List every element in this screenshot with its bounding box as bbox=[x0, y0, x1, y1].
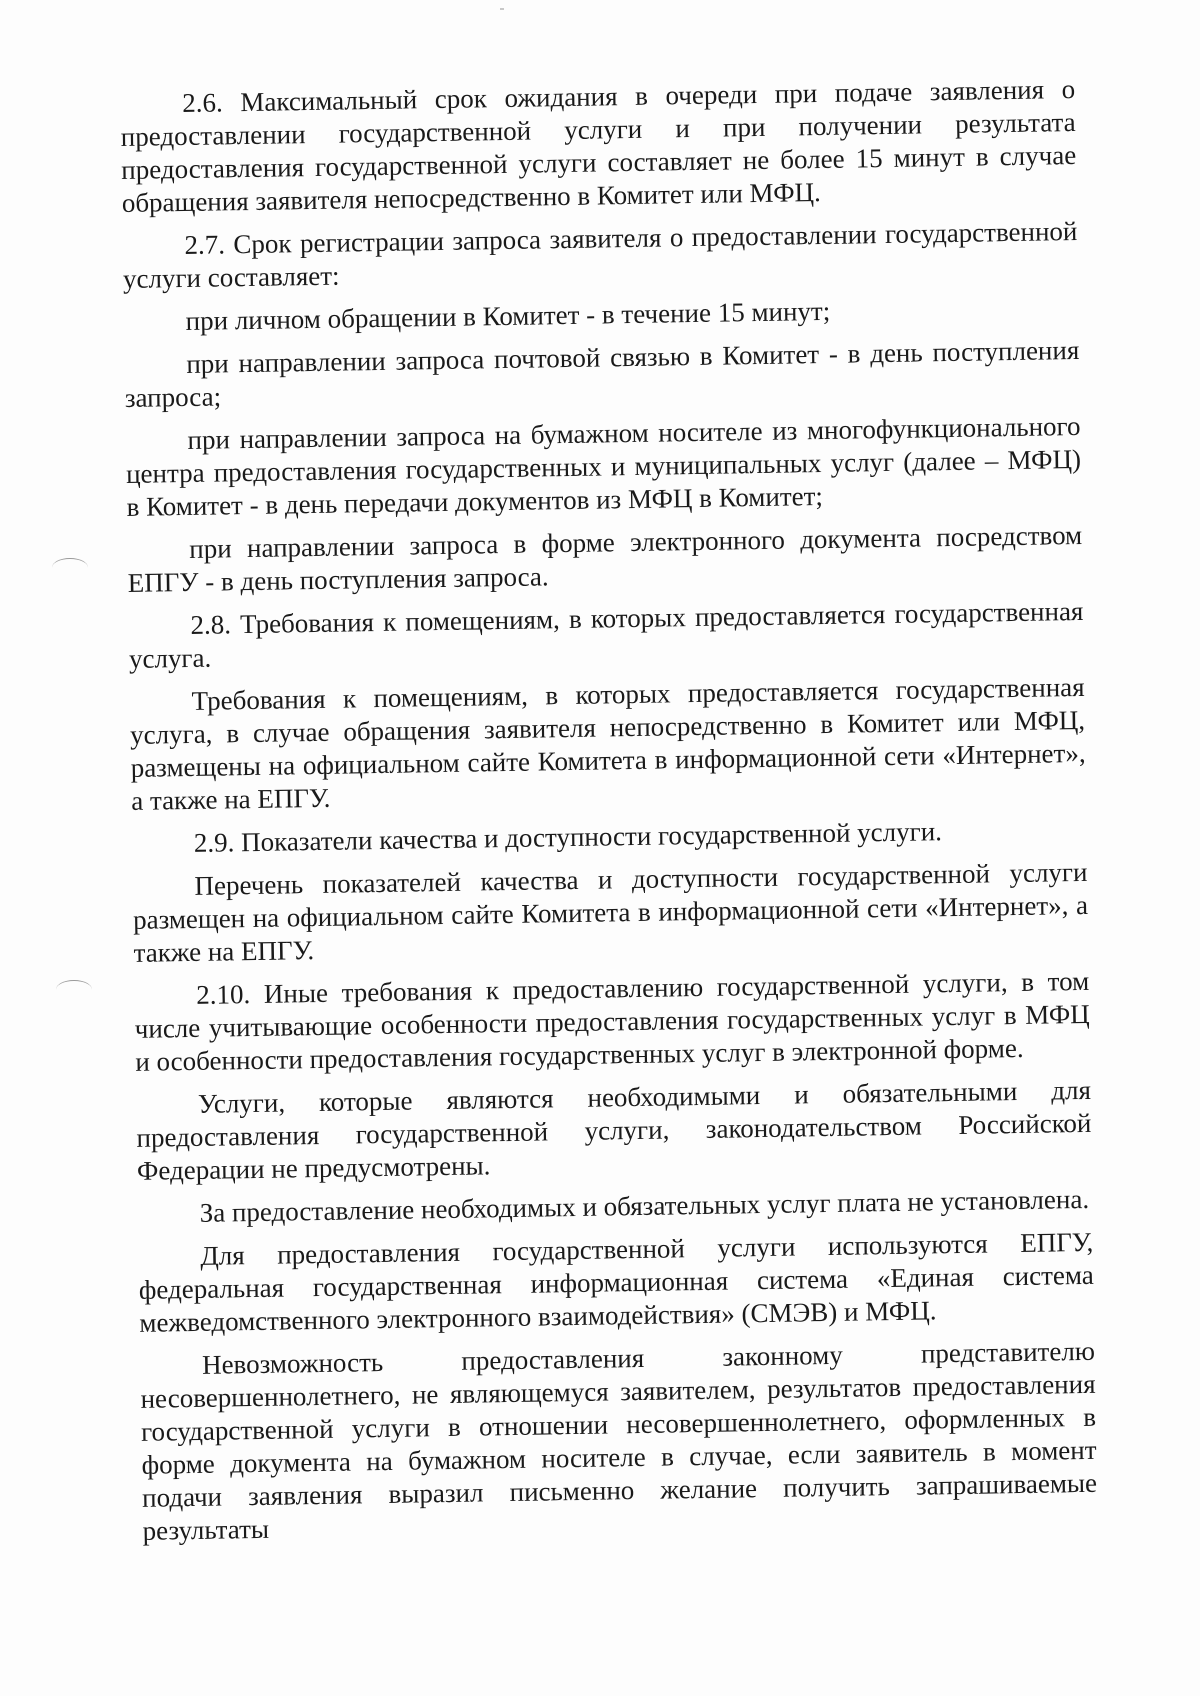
paragraph-2-6: 2.6. Максимальный срок ожидания в очереди при подаче заявления о предоставлении государственной услуги и при получении результата предоставления государственной услуги составляет не более 15 минут в случае обращения заявителя непосредственно в Комитет или МФЦ. bbox=[120, 73, 1077, 218]
punch-hole-mark bbox=[52, 558, 88, 577]
paragraph-personal-visit: при личном обращении в Комитет - в течение 15 минут; bbox=[185, 295, 831, 336]
paragraph-2-8: 2.8. Требования к помещениям, в которых предоставляется государственная услуга. bbox=[128, 595, 1084, 674]
paragraph-fee: За предоставление необходимых и обязательных услуг плата не установлена. bbox=[199, 1183, 1090, 1228]
paragraph-mandatory-services: Услуги, которые являются необходимыми и обязательными для предоставления государственной услуги, законодательством Российской Федерации не предусмотрены. bbox=[136, 1074, 1092, 1186]
paragraph-postal: при направлении запроса почтовой связью в Комитет - в день поступления запроса; bbox=[124, 334, 1080, 413]
paragraph-quality-indicators: Перечень показателей качества и доступности государственной услуги размещен на официальном сайте Комитета в информационной сети «Интернет», а также на ЕПГУ. bbox=[132, 856, 1089, 968]
paragraph-premises-requirements: Требования к помещениям, в которых предоставляется государственная услуга, в случае обращения заявителя непосредственно в Комитет или МФЦ, размещены на официальном сайте Комитета в информационной сети «Интернет», а также на ЕПГУ. bbox=[129, 671, 1086, 816]
paragraph-minor-results: Невозможность предоставления законному представителю несовершеннолетнего, не являющемуся заявителем, результатов предоставления государственной услуги в отношении несовершеннолетнего, оформленных в форме документа на бумажном носителе в случае, если заявитель в момент подачи заявления выразил письменно желание получить запрашиваемые результаты bbox=[140, 1335, 1098, 1546]
paragraph-mfc-paper: при направлении запроса на бумажном носителе из многофункционального центра предоставления государственных и муниципальных услуг (далее – МФЦ) в Комитет - в день передачи документов из МФЦ в Комитет; bbox=[125, 410, 1082, 522]
punch-hole-mark bbox=[56, 980, 92, 999]
paragraph-2-7: 2.7. Срок регистрации запроса заявителя о предоставлении государственной услуги составляет: bbox=[122, 215, 1078, 294]
paragraph-2-9: 2.9. Показатели качества и доступности государственной услуги. bbox=[193, 816, 943, 858]
scan-speck bbox=[500, 8, 504, 10]
paragraph-epgu-electronic: при направлении запроса в форме электронного документа посредством ЕПГУ - в день поступления запроса. bbox=[127, 519, 1083, 598]
document-body bbox=[120, 73, 1098, 1548]
paragraph-2-10: 2.10. Иные требования к предоставлению государственной услуги, в том числе учитывающие особенности предоставления государственных услуг в МФЦ и особенности предоставления государственных услуг в электронной форме. bbox=[134, 965, 1090, 1077]
paragraph-systems-used: Для предоставления государственной услуги используются ЕПГУ, федеральная государственная информационная система «Единая система межведомственного электронного взаимодействия» (СМЭВ) и МФЦ. bbox=[138, 1226, 1094, 1338]
